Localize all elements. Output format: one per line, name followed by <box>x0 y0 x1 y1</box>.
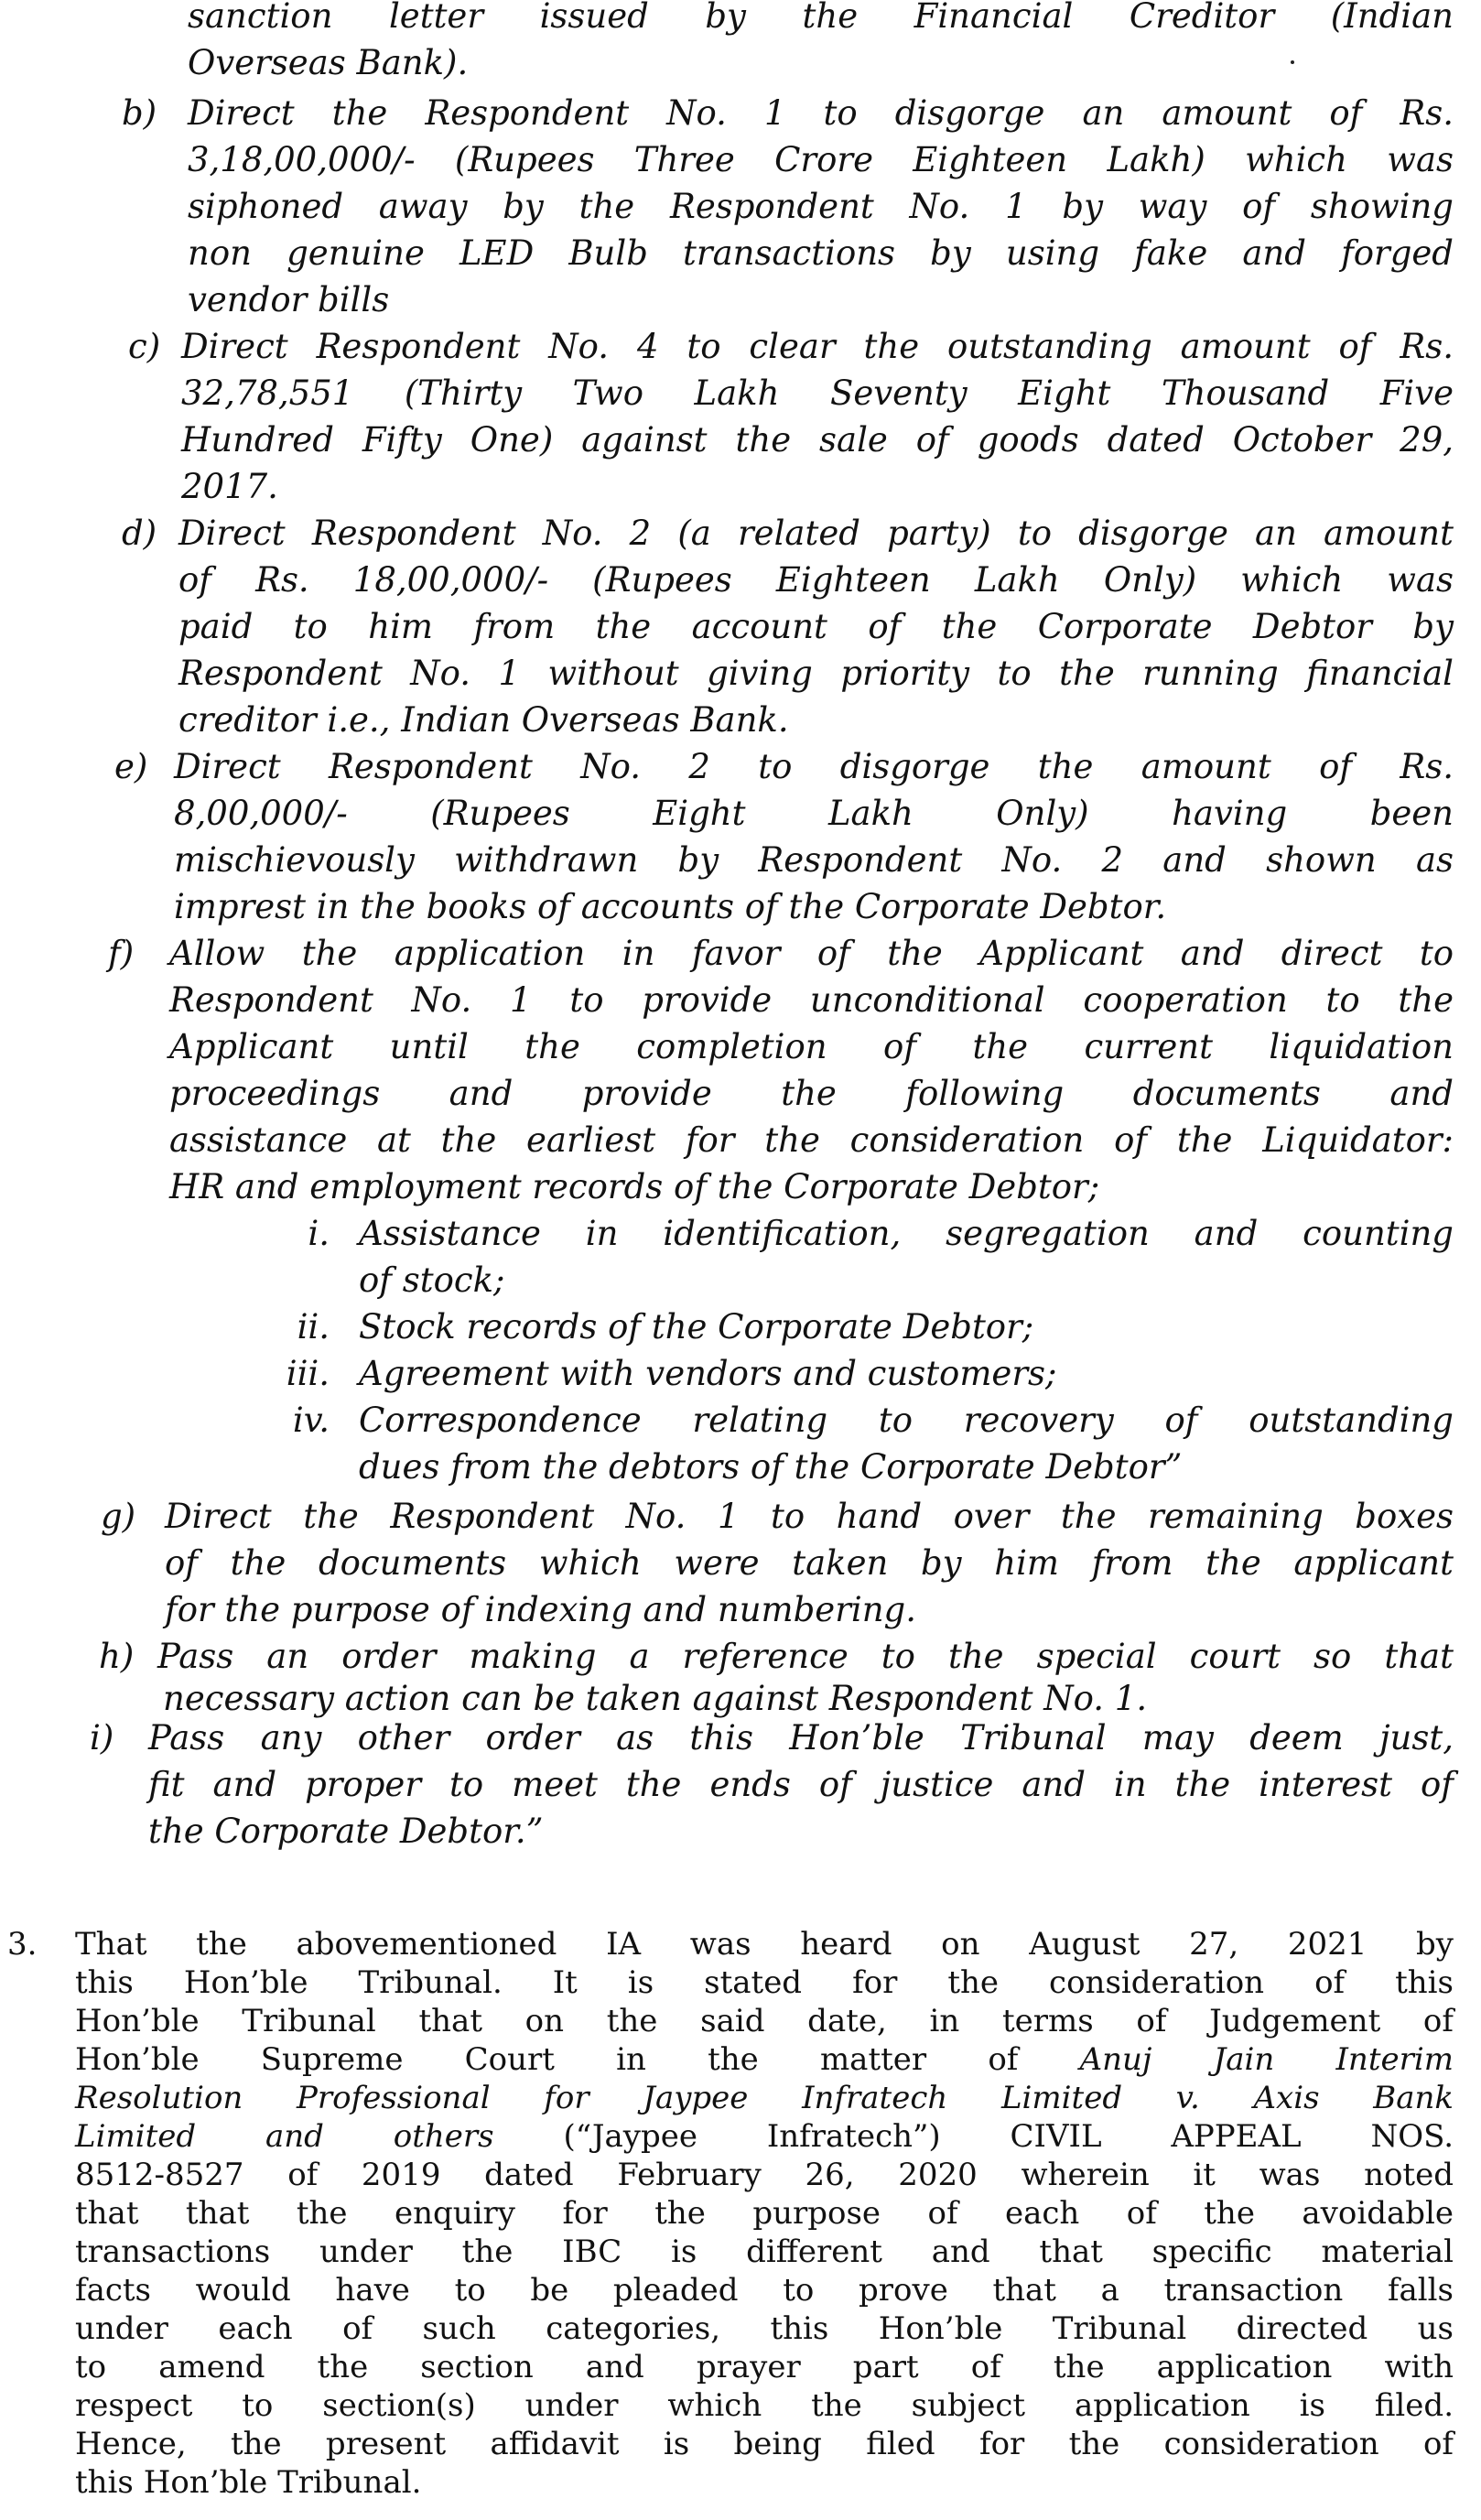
prayer-e-line-3: mischievously withdrawn by Respondent No. 2 and shown as <box>174 840 1454 880</box>
prayer-d-line-1: Direct Respondent No. 2 (a related party) to disgorge an amount <box>178 514 1454 553</box>
prayer-d-line-2: of Rs. 18,00,000/- (Rupees Eighteen Lakh Only) which was <box>178 560 1454 600</box>
prayer-f-line-1: Allow the application in favor of the Applicant and direct to <box>169 934 1454 973</box>
paragraph-3-line-3: Hon’ble Tribunal that on the said date, in terms of Judgement of <box>75 2003 1454 2039</box>
prayer-c-marker: c) <box>128 327 161 366</box>
prayer-f-line-4: proceedings and provide the following documents and <box>169 1074 1454 1113</box>
prayer-f-line-2: Respondent No. 1 to provide unconditional cooperation to the <box>169 980 1454 1020</box>
prayer-d-marker: d) <box>122 514 157 553</box>
prayer-e-line-2: 8,00,000/- (Rupees Eight Lakh Only) having been <box>174 794 1454 833</box>
paragraph-3-line-13: respect to section(s) under which the subject application is filed. <box>75 2387 1454 2424</box>
prayer-f-line-5: assistance at the earliest for the consideration of the Liquidator: <box>169 1120 1454 1160</box>
paragraph-3-line-8: that that the enquiry for the purpose of each of the avoidable <box>75 2195 1454 2232</box>
prayer-b-line-3: siphoned away by the Respondent No. 1 by way of showing <box>188 187 1454 226</box>
prayer-g-line-2: of the documents which were taken by him from the applicant <box>165 1543 1454 1583</box>
paragraph-3-line-4 <box>75 2040 1454 2079</box>
prayer-i-line-1: Pass any other order as this Hon’ble Tribunal may deem just, <box>148 1718 1454 1758</box>
paragraph-3-line-1: That the abovementioned IA was heard on August 27, 2021 by <box>75 1926 1454 1963</box>
paragraph-3-line-6-rest: (“Jaypee Infratech”) CIVIL APPEAL NOS. <box>493 2118 1454 2155</box>
subitem-ii-line-1: Stock records of the Corporate Debtor; <box>359 1307 1034 1347</box>
prayer-c-line-2: 32,78,551 (Thirty Two Lakh Seventy Eight Thousand Five <box>181 373 1454 413</box>
prayer-c-line-1: Direct Respondent No. 4 to clear the outstanding amount of Rs. <box>181 327 1454 366</box>
subitem-i-numeral: i. <box>308 1214 330 1253</box>
paragraph-3-line-14: Hence, the present affidavit is being filed for the consideration of <box>75 2426 1454 2462</box>
prayer-b-line-1: Direct the Respondent No. 1 to disgorge an amount of Rs. <box>188 93 1454 133</box>
prayer-i-line-2: fit and proper to meet the ends of justice and in the interest of <box>148 1765 1454 1804</box>
prayer-h-line-2: necessary action can be taken against Respondent No. 1. <box>163 1679 1148 1718</box>
prayer-i-line-3: the Corporate Debtor.” <box>148 1812 544 1851</box>
paragraph-3-line-5 <box>75 2079 1454 2117</box>
prayer-d-line-3: paid to him from the account of the Corporate Debtor by <box>178 607 1454 646</box>
prayer-c-line-3: Hundred Fifty One) against the sale of goods dated October 29, <box>181 420 1454 460</box>
paragraph-3-number: 3. <box>7 1926 38 1963</box>
paragraph-3-line-10: facts would have to be pleaded to prove that a transaction falls <box>75 2272 1454 2309</box>
subitem-iv-line-2: dues from the debtors of the Corporate Debtor” <box>359 1447 1183 1487</box>
case-name-italic-3: Limited and others <box>75 2118 494 2155</box>
prayer-e-line-4: imprest in the books of accounts of the Corporate Debtor. <box>174 887 1167 926</box>
prayer-d-line-4: Respondent No. 1 without giving priority to the running financial <box>178 654 1454 693</box>
paragraph-3-line-4-lead: Hon’ble Supreme Court in the matter of <box>75 2041 1019 2078</box>
prayer-b-marker: b) <box>122 93 157 133</box>
scan-speck <box>1291 60 1294 64</box>
subitem-iii-line-1: Agreement with vendors and customers; <box>359 1354 1057 1393</box>
prayer-f-line-6: HR and employment records of the Corporate Debtor; <box>169 1167 1100 1206</box>
paragraph-3-line-7: 8512-8527 of 2019 dated February 26, 2020 wherein it was noted <box>75 2157 1454 2193</box>
prayer-g-marker: g) <box>101 1497 136 1536</box>
prayer-h-marker: h) <box>99 1637 135 1676</box>
prayer-a-line-2: Overseas Bank). <box>188 43 469 82</box>
subitem-iv-line-1: Correspondence relating to recovery of outstanding <box>359 1401 1454 1440</box>
paragraph-3-line-2: this Hon’ble Tribunal. It is stated for the consideration of this <box>75 1964 1454 2001</box>
prayer-i-marker: i) <box>90 1718 114 1758</box>
subitem-iv-numeral: iv. <box>292 1401 330 1440</box>
prayer-c-line-4: 2017. <box>181 467 278 506</box>
prayer-e-marker: e) <box>114 747 148 786</box>
prayer-f-marker: f) <box>108 934 135 973</box>
prayer-b-line-4: non genuine LED Bulb transactions by using fake and forged <box>188 233 1454 273</box>
subitem-iii-numeral: iii. <box>286 1354 330 1393</box>
prayer-g-line-3: for the purpose of indexing and numbering. <box>165 1590 916 1629</box>
prayer-h-line-1: Pass an order making a reference to the special court so that <box>157 1637 1454 1676</box>
case-name-italic-2: Resolution Professional for Jaypee Infratech Limited v. Axis Bank <box>75 2080 1454 2116</box>
subitem-i-line-2: of stock; <box>359 1260 505 1300</box>
paragraph-3-line-6 <box>75 2117 1454 2156</box>
paragraph-3-line-15: this Hon’ble Tribunal. <box>75 2464 422 2501</box>
case-name-italic-1: Anuj Jain Interim <box>1079 2041 1454 2078</box>
paragraph-3-line-12: to amend the section and prayer part of the application with <box>75 2349 1454 2385</box>
paragraph-3-line-9: transactions under the IBC is different and that specific material <box>75 2233 1454 2270</box>
prayer-d-line-5: creditor i.e., Indian Overseas Bank. <box>178 700 789 740</box>
prayer-e-line-1: Direct Respondent No. 2 to disgorge the amount of Rs. <box>174 747 1454 786</box>
prayer-b-line-5: vendor bills <box>188 280 390 319</box>
paragraph-3-line-11: under each of such categories, this Hon’ble Tribunal directed us <box>75 2310 1454 2347</box>
prayer-f-line-3: Applicant until the completion of the current liquidation <box>169 1027 1454 1066</box>
prayer-a-line-1: sanction letter issued by the Financial Creditor (Indian <box>188 0 1454 36</box>
subitem-i-line-1: Assistance in identification, segregation and counting <box>359 1214 1454 1253</box>
subitem-ii-numeral: ii. <box>297 1307 330 1347</box>
prayer-g-line-1: Direct the Respondent No. 1 to hand over the remaining boxes <box>165 1497 1454 1536</box>
prayer-b-line-2: 3,18,00,000/- (Rupees Three Crore Eighteen Lakh) which was <box>188 140 1454 179</box>
